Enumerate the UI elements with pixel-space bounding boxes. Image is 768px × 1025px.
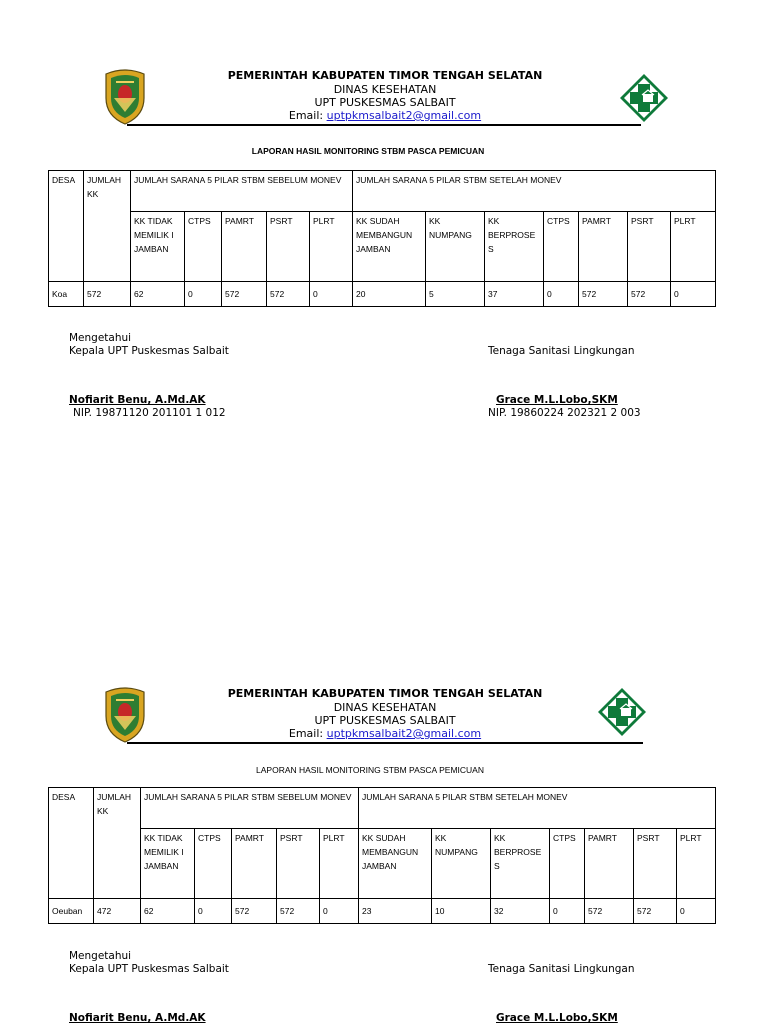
table-row — [49, 282, 716, 307]
cell-psrt-after: 572 — [634, 899, 677, 924]
cell-kk-numpang: 10 — [432, 899, 491, 924]
acknowledged-label: Mengetahui — [69, 950, 132, 962]
report-title: LAPORAN HASIL MONITORING STBM PASCA PEMICUAN — [256, 765, 484, 775]
col-desa: DESA — [49, 788, 94, 899]
department-name: DINAS KESEHATAN — [333, 83, 437, 96]
cell-kk-sudah-membangun: 23 — [359, 899, 432, 924]
col-ctps-after: CTPS — [544, 212, 579, 282]
cell-plrt-after: 0 — [671, 282, 716, 307]
table-row — [49, 899, 716, 924]
cell-pamrt-before: 572 — [232, 899, 277, 924]
regency-emblem-icon — [102, 68, 148, 126]
monitoring-table — [48, 787, 716, 924]
col-kk-tidak-memiliki: KK TIDAK MEMILIK I JAMBAN — [131, 212, 185, 282]
sanitation-officer-title: Tenaga Sanitasi Lingkungan — [488, 963, 635, 975]
signature-right-block — [488, 1012, 618, 1025]
email-link[interactable]: uptpkmsalbait2@gmail.com — [326, 727, 482, 740]
signature-left-title — [69, 950, 229, 976]
col-jumlah-kk: JUMLAH KK — [94, 788, 141, 899]
cell-ctps-after: 0 — [544, 282, 579, 307]
col-psrt-before: PSRT — [277, 829, 320, 899]
health-cross-icon — [619, 73, 669, 123]
col-pamrt-before: PAMRT — [232, 829, 277, 899]
officer-nip: NIP. 19860224 202321 2 003 — [488, 407, 641, 419]
col-ctps-after: CTPS — [550, 829, 585, 899]
col-psrt-after: PSRT — [628, 212, 671, 282]
email-line — [180, 727, 590, 740]
col-kk-tidak-memiliki: KK TIDAK MEMILIK I JAMBAN — [141, 829, 195, 899]
officer-name: Grace M.L.Lobo,SKM — [496, 394, 618, 406]
email-label: Email: — [288, 109, 327, 122]
report-page-koa — [0, 0, 768, 419]
department-name: DINAS KESEHATAN — [333, 701, 437, 714]
col-ctps-before: CTPS — [185, 212, 222, 282]
cell-pamrt-after: 572 — [579, 282, 628, 307]
letterhead — [0, 0, 768, 130]
col-kk-sudah-membangun: KK SUDAH MEMBANGUN JAMBAN — [353, 212, 426, 282]
letterhead-divider — [127, 124, 641, 126]
cell-plrt-before: 0 — [320, 899, 359, 924]
cell-kk-berproses: 32 — [491, 899, 550, 924]
cell-ctps-before: 0 — [195, 899, 232, 924]
cell-kk-tidak-memiliki: 62 — [131, 282, 185, 307]
government-name: PEMERINTAH KABUPATEN TIMOR TENGAH SELATAN — [227, 687, 543, 700]
cell-psrt-before: 572 — [267, 282, 310, 307]
col-plrt-after: PLRT — [677, 829, 716, 899]
col-kk-sudah-membangun: KK SUDAH MEMBANGUN JAMBAN — [359, 829, 432, 899]
group-before: JUMLAH SARANA 5 PILAR STBM SEBELUM MONEV — [141, 788, 359, 829]
cell-ctps-after: 0 — [550, 899, 585, 924]
head-title: Kepala UPT Puskesmas Salbait — [69, 963, 229, 975]
head-name: Nofiarit Benu, A.Md.AK — [69, 394, 206, 406]
letterhead-text — [180, 687, 590, 740]
health-cross-icon — [597, 687, 647, 737]
cell-kk-sudah-membangun: 20 — [353, 282, 426, 307]
col-plrt-before: PLRT — [310, 212, 353, 282]
email-label: Email: — [288, 727, 327, 740]
col-kk-berproses: KK BERPROSE S — [485, 212, 544, 282]
col-jumlah-kk: JUMLAH KK — [84, 171, 131, 282]
col-kk-numpang: KK NUMPANG — [426, 212, 485, 282]
email-link[interactable]: uptpkmsalbait2@gmail.com — [326, 109, 482, 122]
col-psrt-before: PSRT — [267, 212, 310, 282]
cell-jumlah-kk: 572 — [84, 282, 131, 307]
report-page-oeuban — [0, 618, 768, 1024]
col-plrt-before: PLRT — [320, 829, 359, 899]
cell-pamrt-after: 572 — [585, 899, 634, 924]
group-after: JUMLAH SARANA 5 PILAR STBM SETELAH MONEV — [359, 788, 716, 829]
cell-jumlah-kk: 472 — [94, 899, 141, 924]
head-nip: NIP. 19871120 201101 1 012 — [73, 407, 226, 419]
cell-psrt-after: 572 — [628, 282, 671, 307]
signature-left-block — [69, 394, 226, 420]
col-desa: DESA — [49, 171, 84, 282]
col-plrt-after: PLRT — [671, 212, 716, 282]
signature-right-block — [488, 394, 641, 420]
sanitation-officer-title: Tenaga Sanitasi Lingkungan — [488, 345, 635, 357]
cell-kk-berproses: 37 — [485, 282, 544, 307]
cell-pamrt-before: 572 — [222, 282, 267, 307]
signature-left-block — [69, 1012, 206, 1025]
cell-plrt-before: 0 — [310, 282, 353, 307]
cell-psrt-before: 572 — [277, 899, 320, 924]
acknowledged-label: Mengetahui — [69, 332, 132, 344]
regency-emblem-icon — [102, 686, 148, 744]
monitoring-table — [48, 170, 716, 307]
col-pamrt-before: PAMRT — [222, 212, 267, 282]
cell-plrt-after: 0 — [677, 899, 716, 924]
report-title: LAPORAN HASIL MONITORING STBM PASCA PEMICUAN — [251, 146, 485, 156]
letterhead — [0, 618, 768, 748]
cell-ctps-before: 0 — [185, 282, 222, 307]
letterhead-text — [180, 69, 590, 122]
col-kk-numpang: KK NUMPANG — [432, 829, 491, 899]
col-pamrt-after: PAMRT — [585, 829, 634, 899]
col-ctps-before: CTPS — [195, 829, 232, 899]
cell-desa: Koa — [49, 282, 84, 307]
government-name: PEMERINTAH KABUPATEN TIMOR TENGAH SELATAN — [227, 69, 543, 82]
email-line — [180, 109, 590, 122]
head-name: Nofiarit Benu, A.Md.AK — [69, 1012, 206, 1024]
group-before: JUMLAH SARANA 5 PILAR STBM SEBELUM MONEV — [131, 171, 353, 212]
unit-name: UPT PUSKESMAS SALBAIT — [314, 714, 456, 727]
officer-name: Grace M.L.Lobo,SKM — [496, 1012, 618, 1024]
group-after: JUMLAH SARANA 5 PILAR STBM SETELAH MONEV — [353, 171, 716, 212]
cell-kk-tidak-memiliki: 62 — [141, 899, 195, 924]
cell-desa: Oeuban — [49, 899, 94, 924]
cell-kk-numpang: 5 — [426, 282, 485, 307]
col-kk-berproses: KK BERPROSE S — [491, 829, 550, 899]
letterhead-divider — [127, 742, 643, 744]
unit-name: UPT PUSKESMAS SALBAIT — [314, 96, 456, 109]
col-pamrt-after: PAMRT — [579, 212, 628, 282]
signature-left-title — [69, 332, 229, 358]
head-title: Kepala UPT Puskesmas Salbait — [69, 345, 229, 357]
col-psrt-after: PSRT — [634, 829, 677, 899]
